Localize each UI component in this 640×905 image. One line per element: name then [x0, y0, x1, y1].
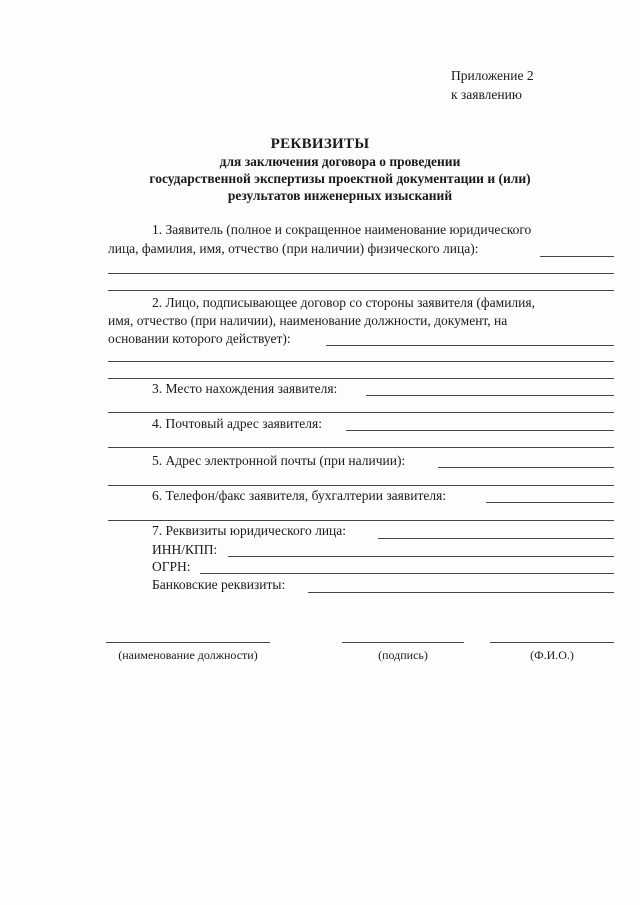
fio-signature-line[interactable] — [490, 642, 614, 643]
item2-line3: основании которого действует): — [108, 331, 291, 346]
subtitle-line-3: результатов инженерных изысканий — [227, 188, 453, 203]
position-caption: (наименование должности) — [118, 648, 258, 662]
bank-label: Банковские реквизиты: — [152, 577, 286, 592]
sign-caption: (подпись) — [378, 648, 428, 662]
sign-signature-line[interactable] — [342, 642, 464, 643]
inn-field[interactable] — [228, 556, 614, 557]
item1-line2: лица, фамилия, имя, отчество (при наличии) физического лица): — [108, 241, 479, 256]
item1-field-c[interactable] — [108, 290, 614, 291]
ogrn-field[interactable] — [200, 573, 614, 574]
ogrn-label: ОГРН: — [152, 559, 191, 574]
subtitle-line-1: для заключения договора о проведении — [219, 154, 461, 169]
item3-label: 3. Место нахождения заявителя: — [152, 381, 338, 396]
item4-field-a[interactable] — [346, 430, 614, 431]
inn-label: ИНН/КПП: — [152, 542, 218, 557]
item1-field-a[interactable] — [540, 256, 614, 257]
document-subtitle — [140, 153, 540, 204]
item5-label: 5. Адрес электронной почты (при наличии): — [152, 453, 406, 468]
item2-field-a[interactable] — [326, 345, 614, 346]
bank-field[interactable] — [308, 592, 614, 593]
item4-field-b[interactable] — [108, 447, 614, 448]
item7-field[interactable] — [378, 538, 614, 539]
item1-field-b[interactable] — [108, 273, 614, 274]
item2-line1: 2. Лицо, подписывающее договор со стороны заявителя (фамилия, — [152, 295, 535, 310]
item3-field-b[interactable] — [108, 412, 614, 413]
item1-line1: 1. Заявитель (полное и сокращенное наименование юридического — [152, 222, 532, 237]
item4-label: 4. Почтовый адрес заявителя: — [152, 416, 322, 431]
item2-line2: имя, отчество (при наличии), наименование должности, документ, на — [108, 313, 508, 328]
item6-label: 6. Телефон/факс заявителя, бухгалтерии заявителя: — [152, 488, 447, 503]
annex-note — [451, 66, 534, 104]
item6-field-a[interactable] — [486, 502, 614, 503]
item3-field-a[interactable] — [366, 395, 614, 396]
item2-field-b[interactable] — [108, 361, 614, 362]
annex-line-1: Приложение 2 — [451, 68, 534, 83]
item5-field-a[interactable] — [438, 467, 614, 468]
document-title: РЕКВИЗИТЫ — [270, 136, 370, 152]
annex-line-2: к заявлению — [451, 87, 522, 102]
subtitle-line-2: государственной экспертизы проектной документации и (или) — [149, 171, 531, 186]
item7-label: 7. Реквизиты юридического лица: — [152, 523, 347, 538]
fio-caption: (Ф.И.О.) — [530, 648, 574, 662]
position-signature-line[interactable] — [106, 642, 270, 643]
